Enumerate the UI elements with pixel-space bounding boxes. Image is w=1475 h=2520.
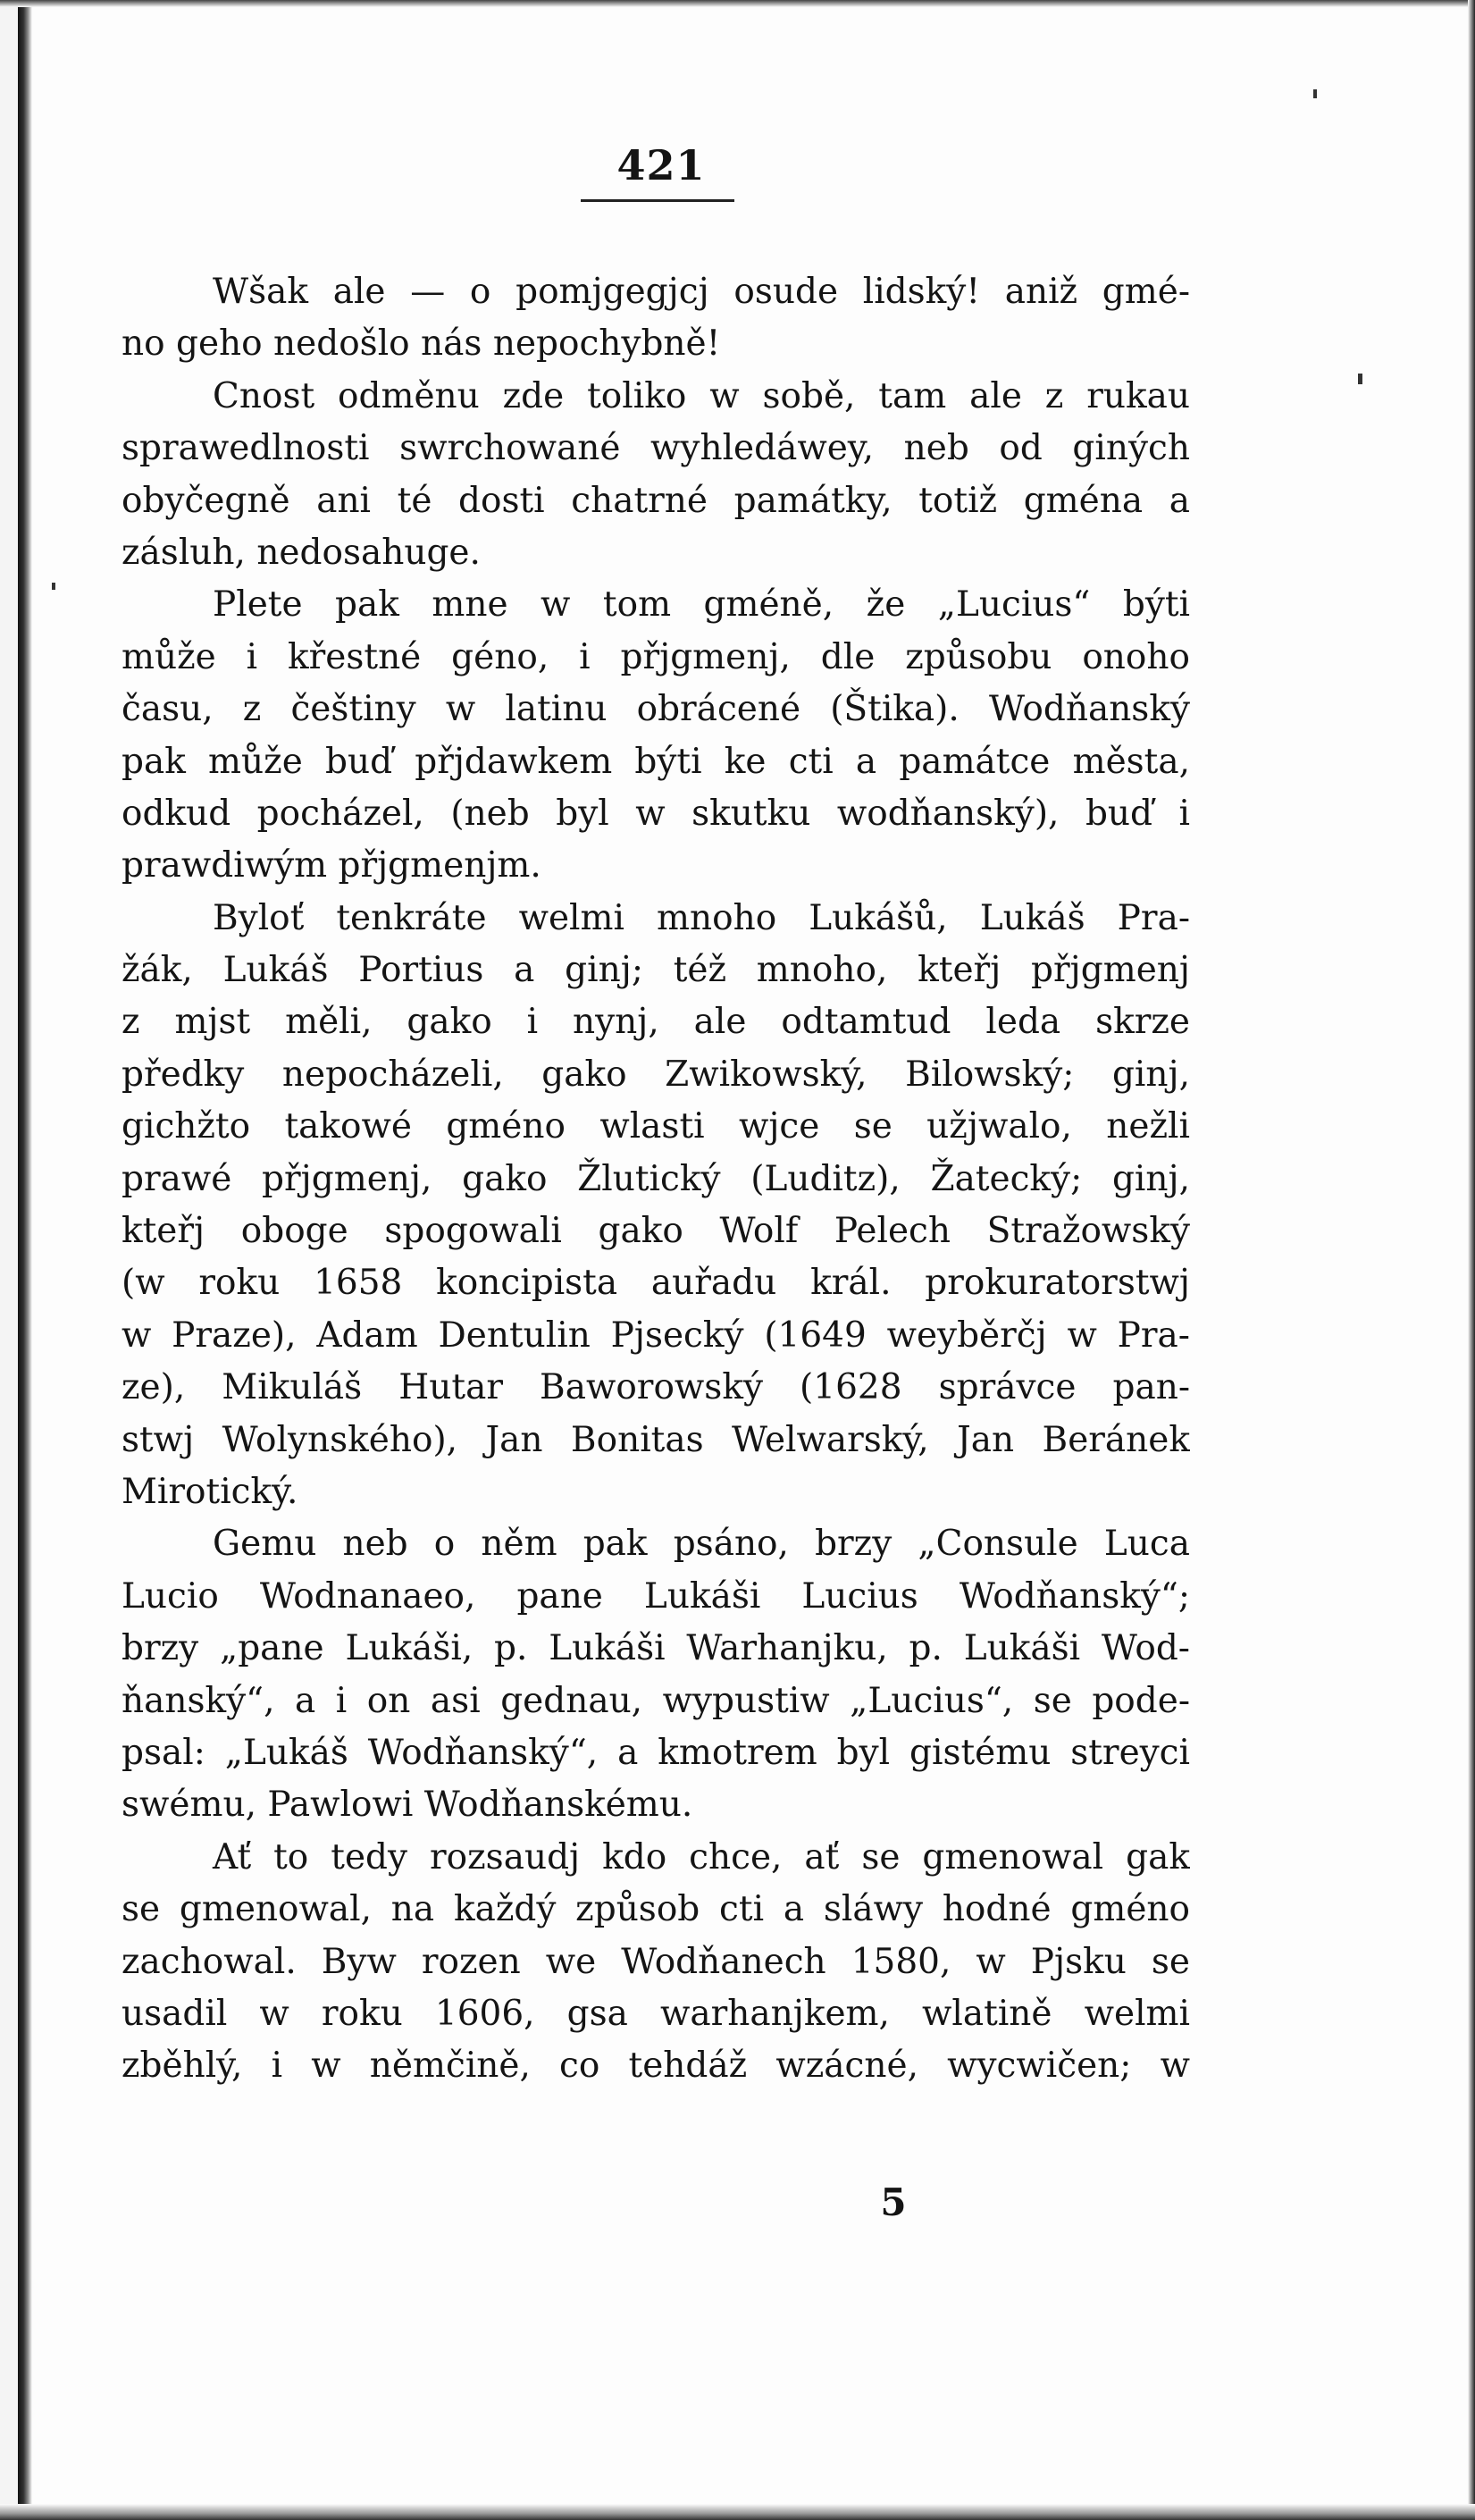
body-text xyxy=(122,266,1190,2093)
stray-ink-mark xyxy=(1358,374,1362,384)
text-line: Plete pak mne w tom gméně, že „Lucius“ býti xyxy=(213,584,1190,626)
stray-ink-mark xyxy=(52,583,55,590)
text-line: ňanský“, a i on asi gednau, wypustiw „Lucius“, se pode- xyxy=(122,1680,1190,1721)
text-line: předky nepocházeli, gako Zwikowský, Bilowský; ginj, xyxy=(122,1054,1190,1095)
binding-shadow xyxy=(18,0,32,2520)
text-line: prawdiwým přjgmenjm. xyxy=(122,845,541,886)
text-line: se gmenowal, na každý způsob cti a sláwy hodné gméno xyxy=(122,1889,1190,1930)
text-line: kteřj oboge spogowali gako Wolf Pelech Stražowský xyxy=(122,1211,1190,1252)
text-line: zachowal. Byw rozen we Wodňanech 1580, w Pjsku se xyxy=(122,1941,1190,1982)
page-number-rule xyxy=(581,199,734,202)
text-line: ze), Mikuláš Hutar Baworowský (1628 správce pan- xyxy=(122,1367,1190,1408)
text-line: z mjst měli, gako i nynj, ale odtamtud leda skrze xyxy=(122,1002,1190,1043)
text-line: Ať to tedy rozsaudj kdo chce, ať se gmenowal gak xyxy=(213,1836,1190,1877)
text-line: stwj Wolynského), Jan Bonitas Welwarský, Jan Beránek xyxy=(122,1419,1190,1460)
text-line: může i křestné géno, i přjgmenj, dle způsobu onoho xyxy=(122,636,1190,677)
text-line: w Praze), Adam Dentulin Pjsecký (1649 weyběrčj w Pra- xyxy=(122,1315,1190,1356)
stray-ink-mark xyxy=(1313,89,1317,98)
text-line: odkud pocházel, (neb byl w skutku wodňanský), buď i xyxy=(122,793,1190,834)
text-line: gichžto takowé gméno wlasti wjce se užjwalo, nežli xyxy=(122,1106,1190,1147)
text-line: žák, Lukáš Portius a ginj; též mnoho, kteřj přjgmenj xyxy=(122,950,1190,991)
text-line: swému, Pawlowi Wodňanskému. xyxy=(122,1785,693,1826)
text-line: sprawedlnosti swrchowané wyhledáwey, neb od giných xyxy=(122,428,1190,469)
text-line: Lucio Wodnanaeo, pane Lukáši Lucius Wodňanský“; xyxy=(122,1575,1190,1617)
text-line: prawé přjgmenj, gako Žlutický (Luditz), Žatecký; ginj, xyxy=(122,1158,1190,1199)
text-line: brzy „pane Lukáši, p. Lukáši Warhanjku, p. Lukáši Wod- xyxy=(122,1628,1190,1669)
binding-margin xyxy=(0,0,18,2520)
right-page-edge xyxy=(1468,0,1475,2520)
text-line: (w roku 1658 koncipista auřadu král. prokuratorstwj xyxy=(122,1263,1190,1304)
text-line: usadil w roku 1606, gsa warhanjkem, wlatině welmi xyxy=(122,1993,1190,2034)
text-line: no geho nedošlo nás nepochybně! xyxy=(122,323,721,365)
signature-mark: 5 xyxy=(880,2180,907,2224)
text-line: Byloť tenkráte welmi mnoho Lukášů, Lukáš Pra- xyxy=(213,897,1190,938)
text-line: Wšak ale — o pomjgegjcj osude lidský! aniž gmé- xyxy=(213,272,1190,312)
bottom-page-edge xyxy=(0,2504,1475,2520)
top-page-edge xyxy=(0,0,1475,7)
text-line: zásluh, nedosahuge. xyxy=(122,532,481,573)
text-line: obyčegně ani té dosti chatrné památky, totiž gména a xyxy=(122,480,1190,521)
text-line: Mirotický. xyxy=(122,1471,298,1512)
page-number: 421 xyxy=(616,141,706,189)
text-line: Gemu neb o něm pak psáno, brzy „Consule Luca xyxy=(213,1524,1190,1565)
text-line: zběhlý, i w němčině, co tehdáž wzácné, wycwičen; w xyxy=(122,2045,1190,2087)
text-line: psal: „Lukáš Wodňanský“, a kmotrem byl gistému streyci xyxy=(122,1732,1190,1773)
text-line: Cnost odměnu zde toliko w sobě, tam ale z rukau xyxy=(213,375,1190,416)
text-line: času, z češtiny w latinu obrácené (Štika). Wodňanský xyxy=(122,689,1190,730)
text-line: pak může buď přjdawkem býti ke cti a památce města, xyxy=(122,741,1190,782)
